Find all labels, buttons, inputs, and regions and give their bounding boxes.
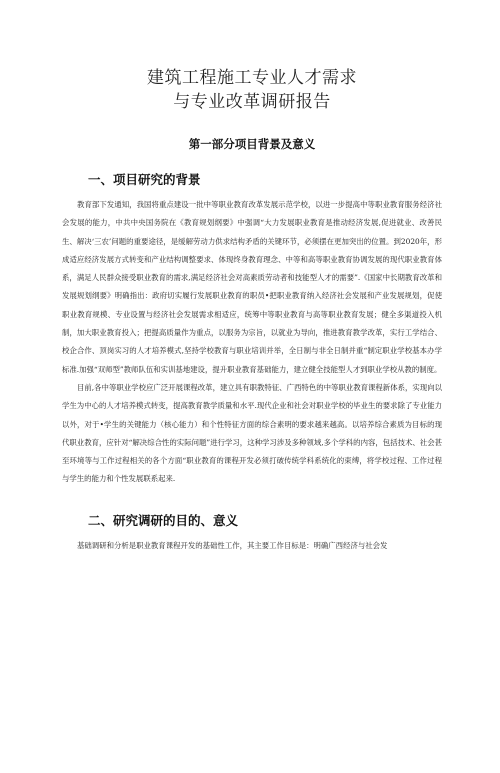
report-title xyxy=(62,66,442,114)
paragraph: 基础调研和分析是职业教育课程开发的基础性工作，其主要工作目标是：明确广西经济与社会发 xyxy=(77,540,388,550)
section-heading-background: 一、项目研究的背景 xyxy=(88,172,201,187)
section-heading-purpose: 二、研究调研的目的、意义 xyxy=(88,512,239,528)
part-title: 第一部分项目背景及意义 xyxy=(188,137,316,151)
report-title-line-1: 建筑工程施工专业人才需求 xyxy=(147,68,357,88)
document-page xyxy=(0,66,500,773)
paragraph: 教育部下发通知，我国将重点建设一批中等职业教育改革发展示范学校，以进一步提高中等职业教育服务经济社会发展的能力，中共中央国务院在《教育规划纲要》中强调“大力发展职业教育是推动经济发展,促进就业、改善民生、解决‘三农’问题的重要途径，是缓解劳动力供求结构矛盾的关键环节，必须摆在更加突出的位置。到2020年，形成适应经济发展方式转变和产业结构调整要求、体现终身教育理念、中等和高等职业教育协调发展的现代职业教育体系，满足人民群众接受职业教育的需求,满足经济社会对高素质劳动者和技能型人才的需要”.《国家中长期教育改革和发展规划纲要》明确指出：政府切实履行发展职业教育的职员•把职业教育纳入经济社会发展和产业发展规划，促使职业教育规模、专业设置与经济社会发展需求相适应，统筹中等职业教育与高等职业教育发展；健全多渠道投入机制，加大职业教育投入；把提高质量作为重点，以服务为宗旨，以就业为导向，推进教育教学改革，实行工学结合、校企合作、顶岗实习的人才培养模式,坚持学校教育与职业培训并举，全日制与非全日制并重“制定职业学校基本办学标准.加强“双师型”教师队伍和实训基地建设，提升职业教育基础能力，建立健全技能型人才到职业学校从教的制度。 xyxy=(62,200,442,374)
report-title-line-2: 与专业改革调研报告 xyxy=(173,92,331,112)
paragraph: 目前,各中等职业学校应广泛开展课程改革，建立具有职教特征、广西特色的中等职业教育课程新体系，实现向以学生为中心的人才培养模式转变，提高教育教学质量和水平.现代企业和社会对职业学校的毕业生的要求除了专业能力以外，对于•学生的关键能力（核心能力）和个性特征方面的综合素明的要求越来越高。以培养综合素质为目标的现代职业教育，应针对“解决综合性的实际问题”进行学习，这种学习涉及多种领域,多个学科的内容，包括技术、社会甚至环境等与工作过程相关的各个方面“职业教育的课程开发必须打破传统学科系统化的束缚，将学校过程、工作过程与学生的能力和个性发展联系起来. xyxy=(62,382,442,484)
